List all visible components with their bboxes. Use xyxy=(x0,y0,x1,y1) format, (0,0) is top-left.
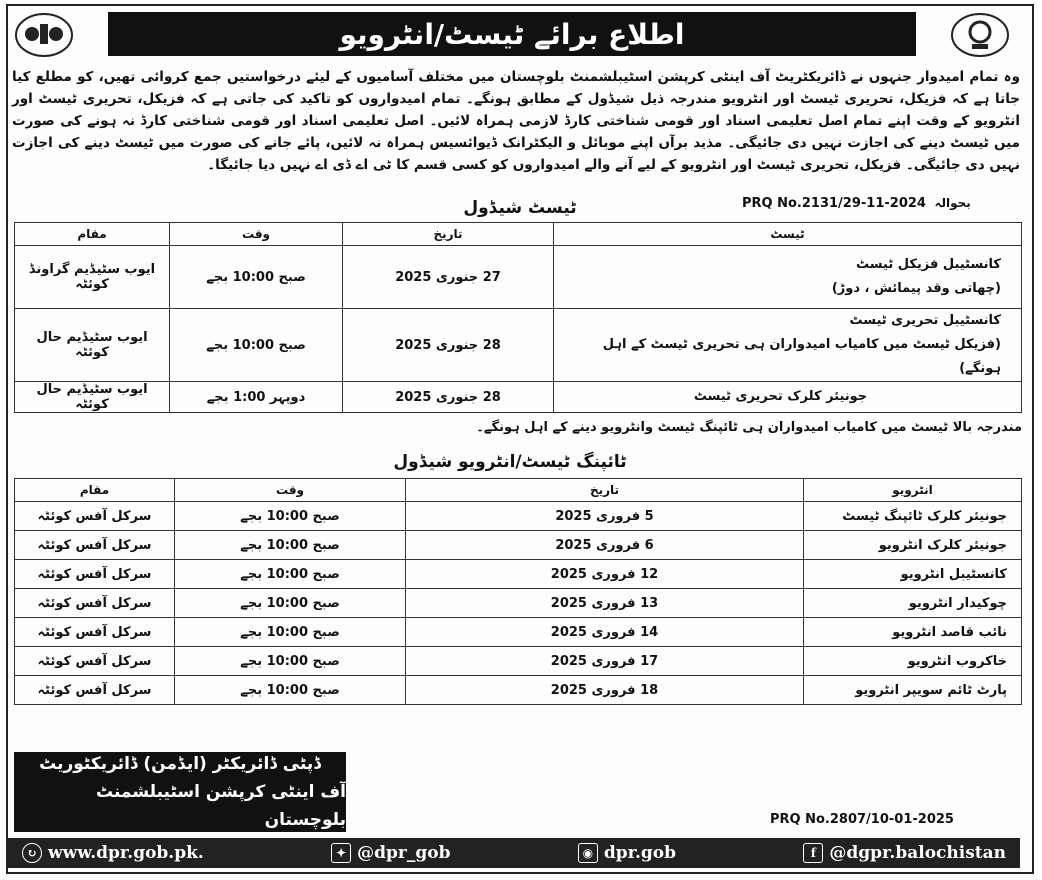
interview-venue: سرکل آفس کوئٹہ xyxy=(15,589,175,618)
interview-time: صبح 10:00 بجے xyxy=(175,502,406,531)
header-venue: مقام xyxy=(15,479,175,502)
web-icon: ↻ xyxy=(22,843,42,863)
header-date: تاریخ xyxy=(343,223,554,246)
table-row xyxy=(15,309,1022,382)
table-row xyxy=(15,382,1022,413)
instagram-icon: ◉ xyxy=(578,843,598,863)
interview-name: پارٹ ٹائم سویپر انٹرویو xyxy=(804,676,1022,705)
facebook-icon: f xyxy=(803,843,823,863)
interview-date: 12 فروری 2025 xyxy=(406,560,804,589)
website-link[interactable]: www.dpr.gob.pk. xyxy=(48,843,204,863)
test-venue: ایوب سٹیڈیم حال کوئٹہ xyxy=(15,382,170,413)
footer-instagram[interactable] xyxy=(578,843,676,863)
test-subtitle: (چھاتی وقد پیمائش ، دوڑ) xyxy=(831,281,1001,296)
interview-date: 6 فروری 2025 xyxy=(406,531,804,560)
interview-venue: سرکل آفس کوئٹہ xyxy=(15,502,175,531)
interview-time: صبح 10:00 بجے xyxy=(175,676,406,705)
twitter-icon: ✦ xyxy=(331,843,351,863)
eligibility-note: مندرجہ بالا ٹیسٹ میں کامیاب امیدواران ہی ٹائپنگ ٹیسٹ وانٹرویو دینے کے اہل ہونگے۔ xyxy=(476,420,1022,435)
header-date: تاریخ xyxy=(406,479,804,502)
table-row xyxy=(15,502,1022,531)
reference-value: PRQ No.2131/29-11-2024 xyxy=(742,196,926,211)
test-name xyxy=(554,309,1022,382)
test-venue: ایوب سٹیڈیم حال کوئٹہ xyxy=(15,309,170,382)
intro-paragraph: وہ تمام امیدوار جنہوں نے ڈائریکٹریٹ آف اینٹی کرپشن اسٹیبلشمنٹ بلوچستان میں مختلف آسامیوں کے لیئے درخواستیں جمع کروائی تھیں، کو مطلع کیا جاتا ہے کہ فزیکل، تحریری ٹیسٹ اور انٹرویو مندرجہ ذیل شیڈول کے مطابق ہونگے۔ تمام امیدواروں کو تاکید کی جاتی ہے کہ فزیکل، تحریری ٹیسٹ اور انٹرویو کے وقت اپنے تمام اصل تعلیمی اسناد اور قومی شناختی کارڈ لازمی ہمراہ لائیں۔ اصل تعلیمی اسناد اور قومی شناختی کارڈ نہ ہونے کی صورت میں ٹیسٹ دینے کی اجازت نہیں دی جائیگی۔ مذید برآں اپنے موبائل و الیکٹرانک ڈیوائسیس ہمراہ نہ لائیں، پائے جانے کی صورت میں ٹیسٹ دینے کی اجازت نہیں دی جائیگی۔ فزیکل، تحریری ٹیسٹ اور انٹرویو کے لیے آنے والے امیدواروں کو کسی قسم کا ٹی اے ڈی اے نہیں دیا جائیگا۔ xyxy=(12,69,1020,173)
table-header-row xyxy=(15,479,1022,502)
page-title: اطلاع برائے ٹیسٹ/انٹرویو xyxy=(108,12,916,56)
test-date: 28 جنوری 2025 xyxy=(343,309,554,382)
test-title: کانسٹیبل فزیکل ٹیسٹ xyxy=(856,257,1001,272)
test-time: صبح 10:00 بجے xyxy=(170,246,343,309)
interview-schedule-table xyxy=(14,478,1022,705)
government-logo-right xyxy=(942,10,1018,60)
footer-facebook[interactable] xyxy=(803,843,1006,863)
reference-label: بحوالہ xyxy=(934,196,971,210)
table-row xyxy=(15,676,1022,705)
header-time: وقت xyxy=(175,479,406,502)
test-date: 27 جنوری 2025 xyxy=(343,246,554,309)
interview-name: نائب قاصد انٹرویو xyxy=(804,618,1022,647)
interview-time: صبح 10:00 بجے xyxy=(175,618,406,647)
interview-name: چوکیدار انٹرویو xyxy=(804,589,1022,618)
prq-number: PRQ No.2807/10-01-2025 xyxy=(770,812,954,827)
interview-venue: سرکل آفس کوئٹہ xyxy=(15,676,175,705)
test-subtitle: (فزیکل ٹیسٹ میں کامیاب امیدواران ہی تحریری ٹیسٹ کے اہل ہونگے) xyxy=(602,337,1001,376)
test-venue: ایوب سٹیڈیم گراونڈ کوئٹہ xyxy=(15,246,170,309)
test-name xyxy=(554,246,1022,309)
table-row xyxy=(15,246,1022,309)
footer-twitter[interactable] xyxy=(331,843,450,863)
interview-name: جونیئر کلرک انٹرویو xyxy=(804,531,1022,560)
test-schedule-title: ٹیسٹ شیڈول xyxy=(463,198,577,218)
signatory-box xyxy=(14,752,346,832)
test-time: دوپہر 1:00 بجے xyxy=(170,382,343,413)
interview-time: صبح 10:00 بجے xyxy=(175,647,406,676)
test-date: 28 جنوری 2025 xyxy=(343,382,554,413)
test-name xyxy=(554,382,1022,413)
table-row xyxy=(15,589,1022,618)
interview-name: کانسٹیبل انٹرویو xyxy=(804,560,1022,589)
interview-venue: سرکل آفس کوئٹہ xyxy=(15,560,175,589)
interview-date: 18 فروری 2025 xyxy=(406,676,804,705)
header xyxy=(6,6,1018,64)
government-logo-left xyxy=(6,10,82,60)
test-time: صبح 10:00 بجے xyxy=(170,309,343,382)
interview-time: صبح 10:00 بجے xyxy=(175,531,406,560)
interview-venue: سرکل آفس کوئٹہ xyxy=(15,531,175,560)
header-test: ٹیسٹ xyxy=(554,223,1022,246)
test-schedule-table xyxy=(14,222,1022,413)
signatory-line-1: ڈپٹی ڈائریکٹر (ایڈمن) ڈائریکٹوریٹ xyxy=(39,754,321,774)
instagram-handle[interactable]: dpr.gob xyxy=(603,843,677,863)
interview-venue: سرکل آفس کوئٹہ xyxy=(15,647,175,676)
footer-bar xyxy=(8,838,1020,868)
test-title: کانسٹیبل تحریری ٹیسٹ xyxy=(849,313,1001,328)
table-row xyxy=(15,618,1022,647)
header-interview: انٹرویو xyxy=(804,479,1022,502)
table-row xyxy=(15,560,1022,589)
footer-website[interactable] xyxy=(22,843,204,863)
table-row xyxy=(15,531,1022,560)
facebook-handle[interactable]: @dgpr.balochistan xyxy=(829,843,1006,863)
header-time: وقت xyxy=(170,223,343,246)
interview-name: خاکروب انٹرویو xyxy=(804,647,1022,676)
interview-date: 14 فروری 2025 xyxy=(406,618,804,647)
header-venue: مقام xyxy=(15,223,170,246)
interview-date: 13 فروری 2025 xyxy=(406,589,804,618)
signatory-line-2: آف اینٹی کرپشن اسٹیبلشمنٹ بلوچستان xyxy=(96,782,346,830)
reference-number xyxy=(742,196,971,211)
interview-name: جونیئر کلرک ٹائپنگ ٹیسٹ xyxy=(804,502,1022,531)
interview-time: صبح 10:00 بجے xyxy=(175,589,406,618)
test-title: جونیئر کلرک تحریری ٹیسٹ xyxy=(693,389,868,404)
table-row xyxy=(15,647,1022,676)
twitter-handle[interactable]: @dpr_gob xyxy=(357,843,451,863)
interview-time: صبح 10:00 بجے xyxy=(175,560,406,589)
table-header-row xyxy=(15,223,1022,246)
interview-schedule-title: ٹائپنگ ٹیسٹ/انٹرویو شیڈول xyxy=(393,452,627,472)
interview-date: 5 فروری 2025 xyxy=(406,502,804,531)
interview-venue: سرکل آفس کوئٹہ xyxy=(15,618,175,647)
interview-date: 17 فروری 2025 xyxy=(406,647,804,676)
